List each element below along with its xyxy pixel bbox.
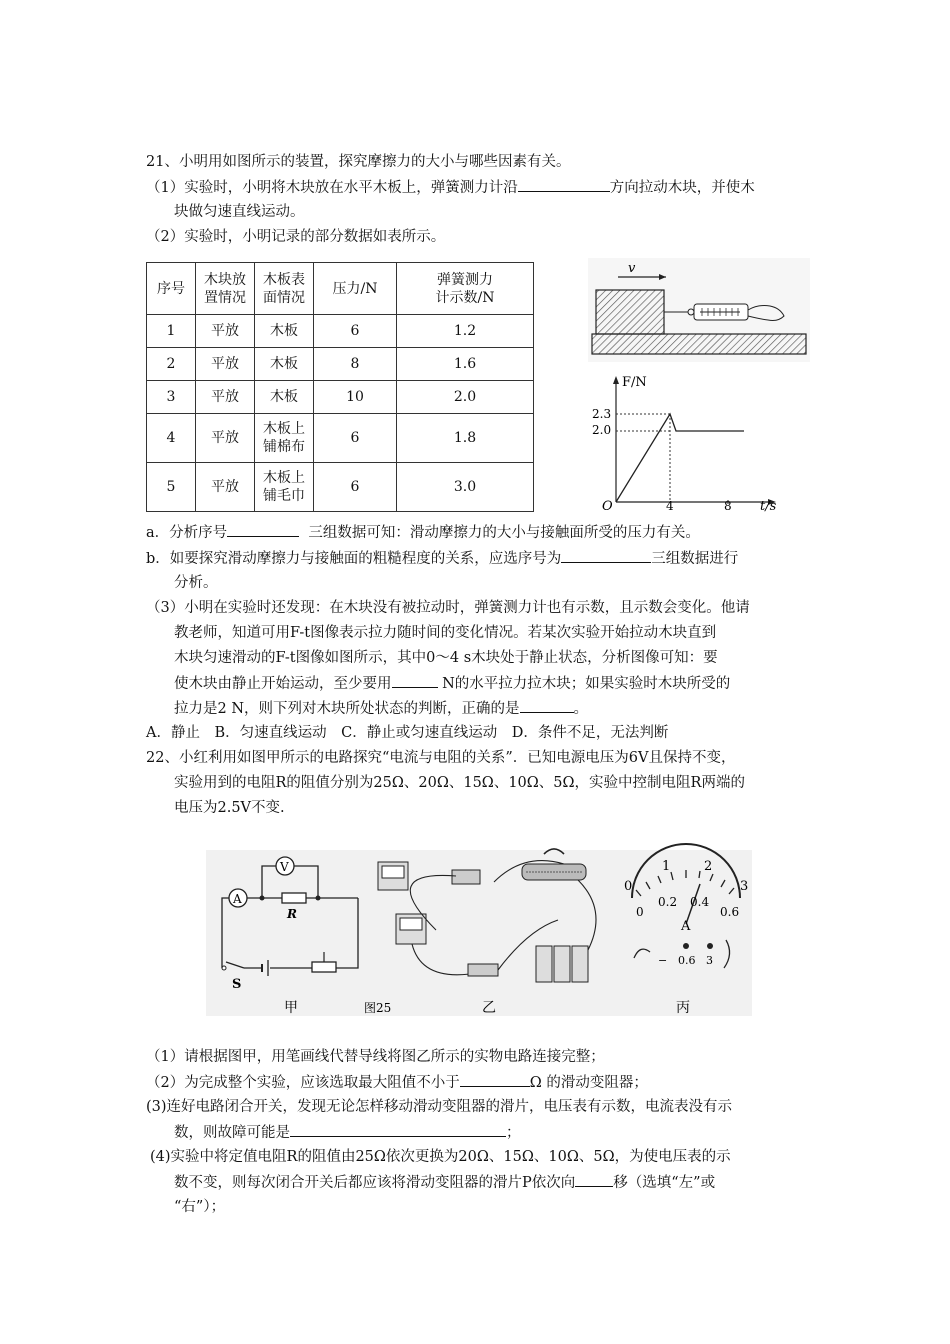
force-time-graph [588, 370, 784, 512]
header-cell-surface [255, 263, 314, 315]
q21-b-cont: 分析。 [174, 575, 218, 591]
origin-label: O [602, 499, 613, 512]
cell-place: 平放 [196, 463, 255, 512]
dial-top-2: 2 [704, 859, 713, 874]
q22-sub2-b: Ω 的滑动变阻器； [529, 1075, 648, 1091]
voltmeter-label: V [280, 860, 289, 874]
figure-caption: 图25 [364, 1001, 392, 1015]
q22-sub1: （1）请根据图甲，用笔画线代替导线将图乙所示的实物电路连接完整； [146, 1049, 605, 1065]
q22-stem-line3: 电压为2.5V不变. [174, 800, 285, 816]
header-no-text: 序号 [157, 280, 185, 297]
cell-reading: 1.6 [397, 348, 534, 381]
q21-part3-blank2[interactable] [520, 698, 574, 713]
header-cell-reading [397, 263, 534, 315]
dial-bottom-0-2: 0.2 [658, 895, 678, 909]
table-row [147, 315, 534, 348]
header-place-line2: 置情况 [204, 289, 246, 306]
q22-sub3-line2 [174, 1122, 521, 1143]
q21-part3-line4 [174, 673, 730, 694]
dial-unit: A [681, 919, 691, 934]
q21-b-post: 三组数据进行 [651, 551, 739, 567]
header-cell-force [314, 263, 397, 315]
cell-place: 平放 [196, 414, 255, 463]
dial-top-1: 1 [662, 859, 671, 874]
cell-surface-line1: 木板上 [263, 470, 305, 486]
table-row [147, 463, 534, 512]
switch-label: S [232, 977, 242, 992]
cell-place: 平放 [196, 381, 255, 414]
x-axis-label: t/s [760, 499, 777, 512]
cell-surface: 木板 [255, 348, 314, 381]
q22-sub4-a: 数不变，则每次闭合开关后都应该将滑动变阻器的滑片P依次向 [174, 1175, 576, 1191]
cell-reading: 3.0 [397, 463, 534, 512]
cell-surface-line2: 铺毛巾 [263, 488, 305, 504]
terminal-0-6: 0.6 [678, 954, 696, 967]
q21-part3-4b: N的水平拉力拉木块；如果实验时木块所受的 [442, 676, 731, 692]
cell-force: 8 [314, 348, 397, 381]
cell-surface [255, 463, 314, 512]
q21-part3-blank1[interactable] [392, 673, 438, 688]
q22-sub3-b: ； [506, 1125, 521, 1141]
q21-part1-line2: 块做匀速直线运动。 [174, 204, 305, 220]
q21-part3-line3: 木块匀速滑动的F-t图像如图所示，其中0～4 s木块处于静止状态，分析图像可知：要 [174, 650, 718, 666]
ammeter-label: A [233, 892, 242, 906]
wooden-block [596, 290, 664, 334]
terminal-minus: − [658, 954, 668, 967]
label-jia: 甲 [284, 1000, 298, 1016]
q21-b-pre: b．如要探究滑动摩擦力与接触面的粗糙程度的关系，应选序号为 [146, 551, 562, 567]
cell-force: 6 [314, 414, 397, 463]
q21-part1-line1 [146, 177, 755, 198]
q21-b-line [146, 548, 738, 569]
cell-no: 2 [147, 348, 196, 381]
friction-data-table [146, 262, 534, 512]
battery-cell-2 [554, 946, 570, 982]
velocity-label: v [628, 261, 636, 276]
rheostat-symbol [312, 962, 336, 972]
q22-sub3-a: 数，则故障可能是 [174, 1125, 290, 1141]
x-tick-4: 4 [666, 499, 674, 512]
header-place-line1: 木块放 [204, 271, 246, 288]
dial-top-3: 3 [740, 879, 749, 894]
resistor-device [468, 964, 498, 976]
y-tick-2-0: 2.0 [592, 423, 612, 437]
q22-sub2-a: （2）为完成整个实验，应该选取最大阻值不小于 [146, 1075, 460, 1091]
cell-force: 6 [314, 463, 397, 512]
q21-part3-line1: （3）小明在实验时还发现：在木块没有被拉动时，弹簧测力计也有示数，且示数会变化。他请 [146, 600, 750, 616]
q22-sub4-blank[interactable] [575, 1172, 613, 1187]
cell-surface-line1: 木板上 [263, 421, 305, 437]
cell-force: 6 [314, 315, 397, 348]
q22-sub2 [146, 1072, 648, 1093]
header-cell-no [147, 263, 196, 315]
q21-a-blank[interactable] [227, 522, 299, 537]
q21-part3-line2: 教老师，知道可用F-t图像表示拉力随时间的变化情况。若某次实验开始拉动木块直到 [174, 625, 717, 641]
cell-place: 平放 [196, 348, 255, 381]
cell-reading: 1.8 [397, 414, 534, 463]
q22-stem-line1: 22、小红利用如图甲所示的电路探究“电流与电阻的关系”．已知电源电压为6V且保持不变， [146, 750, 736, 766]
q21-b-blank[interactable] [561, 548, 651, 563]
q22-sub4-b: 移（选填“左”或 [613, 1175, 716, 1191]
cell-surface [255, 414, 314, 463]
q21-part1-text-b: 方向拉动木块，并使木 [609, 180, 755, 196]
q21-part3-5a: 拉力是2 N，则下列对木块所处状态的判断，正确的是 [174, 701, 520, 717]
q21-options: A．静止 B．匀速直线运动 C．静止或匀速直线运动 D．条件不足，无法判断 [146, 725, 669, 741]
battery-cell-1 [536, 946, 552, 982]
header-reading-line2: 计示数/N [435, 289, 495, 306]
q21-part2: （2）实验时，小明记录的部分数据如表所示。 [146, 229, 446, 245]
q22-sub4-line1: (4)实验中将定值电阻R的阻值由25Ω依次更换为20Ω、15Ω、10Ω、5Ω，为使电压表的示 [150, 1149, 731, 1165]
header-reading-line1: 弹簧测力 [437, 271, 493, 288]
label-yi: 乙 [482, 1000, 496, 1016]
q21-part3-line5 [174, 698, 588, 719]
cell-no: 5 [147, 463, 196, 512]
table-row [147, 414, 534, 463]
cell-force: 10 [314, 381, 397, 414]
terminal-3: 3 [706, 954, 713, 967]
x-tick-8: 8 [724, 499, 732, 512]
q21-a-post: 三组数据可知：滑动摩擦力的大小与接触面所受的压力有关。 [308, 525, 700, 541]
q22-sub3-blank[interactable] [290, 1122, 506, 1137]
header-cell-place [196, 263, 255, 315]
y-axis-label: F/N [622, 375, 647, 390]
label-bing: 丙 [676, 1000, 690, 1016]
q22-sub4-line2 [174, 1172, 715, 1193]
header-surface-line1: 木板表 [263, 271, 305, 288]
switch-device [452, 870, 480, 884]
q21-a-pre: a．分析序号 [146, 525, 228, 541]
cell-surface-line2: 铺棉布 [263, 439, 305, 455]
q21-a-line [146, 522, 700, 543]
cell-surface: 木板 [255, 381, 314, 414]
y-axis-arrow [613, 376, 619, 384]
cell-no: 1 [147, 315, 196, 348]
battery-cell-3 [572, 946, 588, 982]
cell-surface: 木板 [255, 315, 314, 348]
table-row [147, 381, 534, 414]
q22-sub4-line3: “右”）； [174, 1199, 226, 1215]
y-tick-2-3: 2.3 [592, 407, 612, 421]
cell-no: 4 [147, 414, 196, 463]
resistor-label: R [287, 907, 297, 921]
header-force-text: 压力/N [332, 280, 378, 297]
resistor-symbol [282, 893, 306, 903]
q22-stem-line2: 实验用到的电阻R的阻值分别为25Ω、20Ω、15Ω、10Ω、5Ω，实验中控制电阻R两端的 [174, 775, 745, 791]
cell-no: 3 [147, 381, 196, 414]
q21-part1-text-a: （1）实验时，小明将木块放在水平木板上，弹簧测力计沿 [146, 180, 518, 196]
dial-bottom-0: 0 [636, 905, 644, 919]
dial-top-0: 0 [624, 879, 633, 894]
cell-reading: 2.0 [397, 381, 534, 414]
force-curve [616, 414, 744, 502]
q21-part3-4a: 使木块由静止开始运动，至少要用 [174, 676, 392, 692]
cell-place: 平放 [196, 315, 255, 348]
q21-part1-blank[interactable] [518, 177, 610, 192]
cell-reading: 1.2 [397, 315, 534, 348]
dial-bottom-0-6: 0.6 [720, 905, 740, 919]
circuit-figure [206, 840, 752, 1016]
q21-part3-5b: 。 [573, 701, 589, 717]
q22-sub2-blank[interactable] [460, 1072, 530, 1087]
friction-apparatus-figure [588, 258, 810, 362]
table-header-row [147, 263, 534, 315]
table-row [147, 348, 534, 381]
dial-bottom-0-4: 0.4 [690, 895, 710, 909]
q21-stem: 21、小明用如图所示的装置，探究摩擦力的大小与哪些因素有关。 [146, 154, 571, 170]
header-surface-line2: 面情况 [263, 289, 305, 306]
q22-sub3-line1: (3)连好电路闭合开关，发现无论怎样移动滑动变阻器的滑片，电压表有示数，电流表没有示 [146, 1099, 733, 1115]
wooden-board [592, 334, 806, 354]
